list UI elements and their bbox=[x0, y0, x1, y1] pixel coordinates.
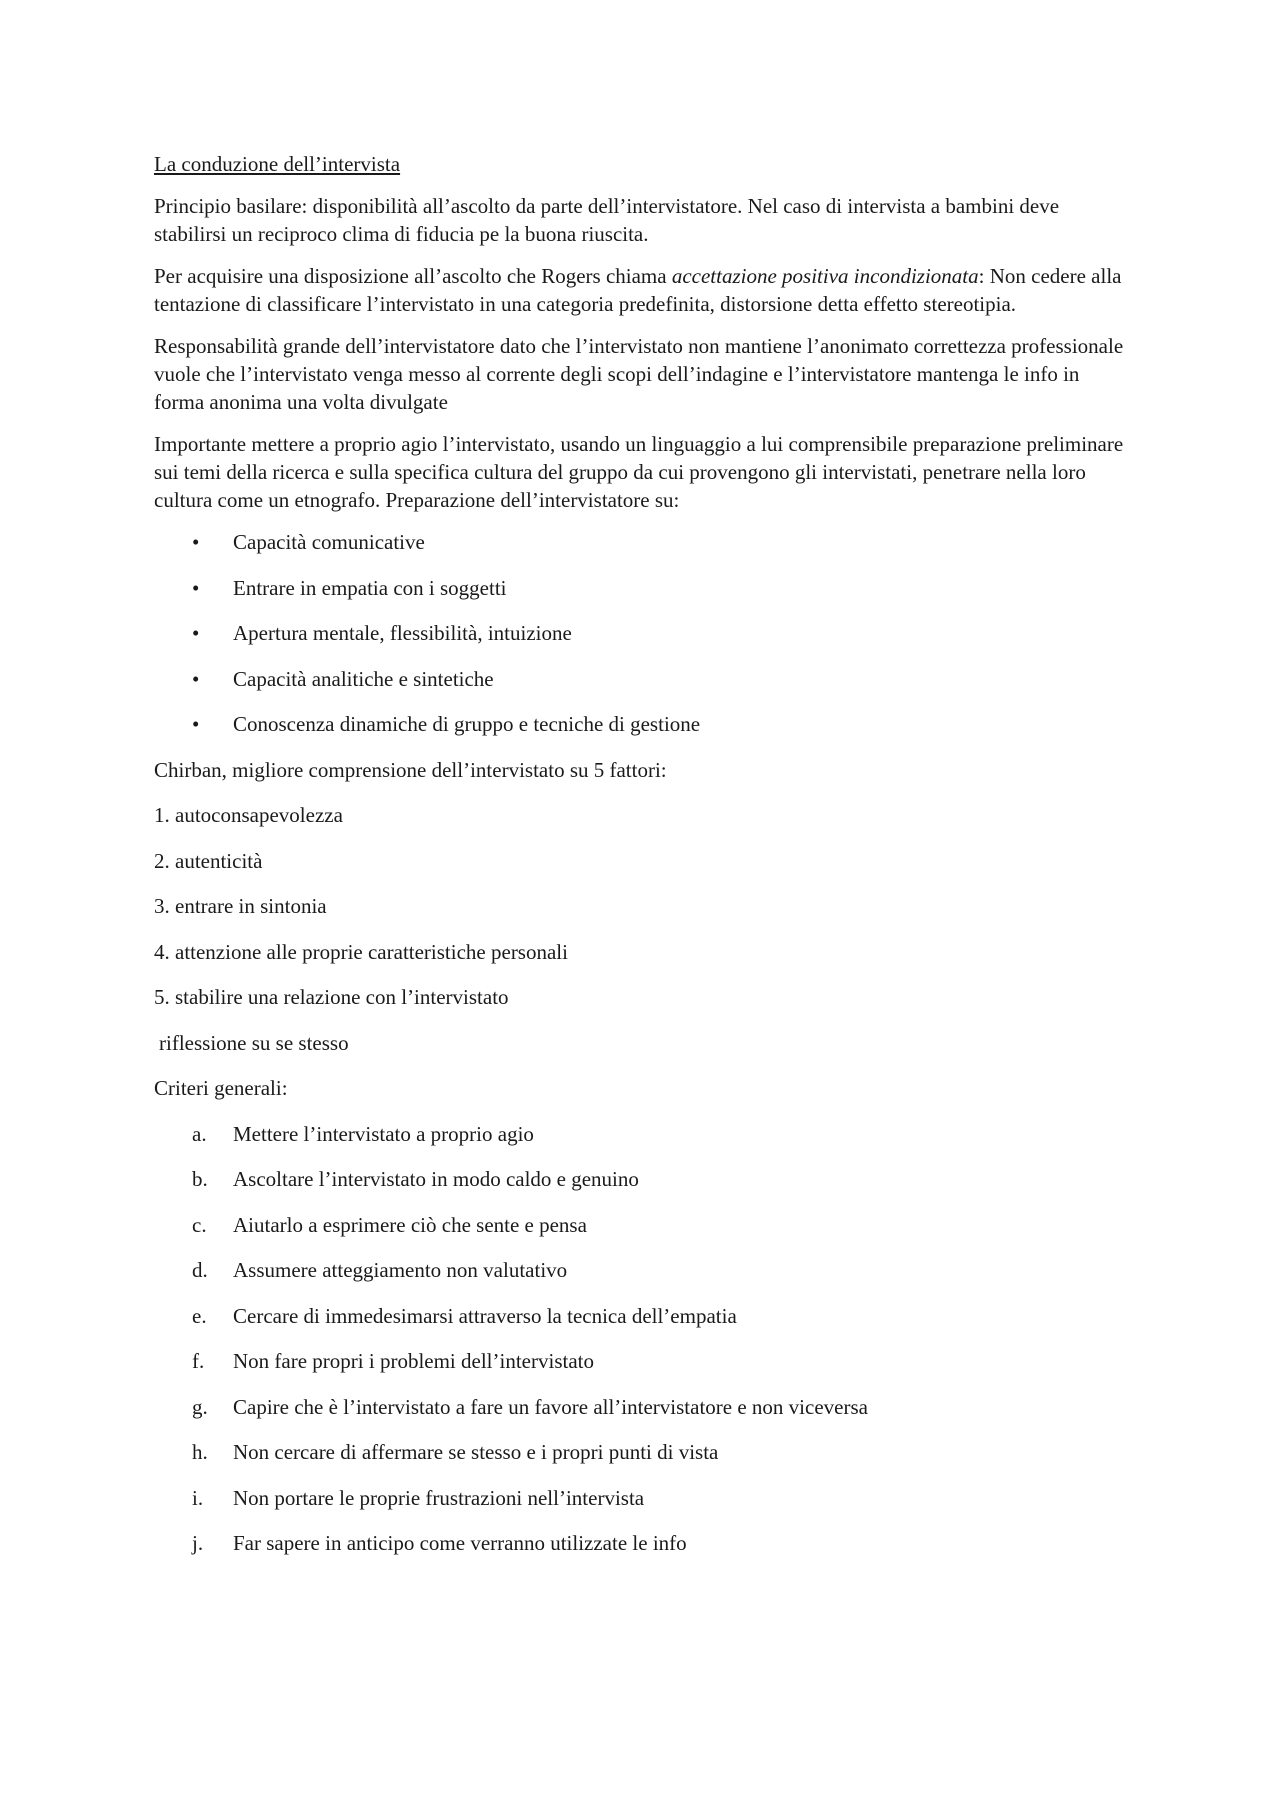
paragraph-rogers bbox=[154, 262, 1134, 318]
list-item bbox=[154, 1347, 1134, 1375]
list-item-text: Capire che è l’intervistato a fare un favore all’intervistatore e non viceversa bbox=[233, 1394, 868, 1419]
factor-item: 3. entrare in sintonia bbox=[154, 894, 327, 918]
list-marker: d. bbox=[192, 1258, 208, 1282]
bullet-marker: • bbox=[192, 712, 200, 736]
list-item bbox=[154, 574, 1134, 602]
criteria-list bbox=[154, 1120, 1134, 1558]
criteria-intro: Criteri generali: bbox=[154, 1076, 288, 1100]
list-item-text: Cercare di immedesimarsi attraverso la tecnica dell’empatia bbox=[233, 1303, 737, 1328]
list-marker: e. bbox=[192, 1303, 207, 1328]
list-item bbox=[154, 528, 1134, 556]
reflection-line: riflessione su se stesso bbox=[159, 1030, 349, 1055]
list-item-text: Far sapere in anticipo come verranno utilizzate le info bbox=[233, 1531, 687, 1555]
list-marker: f. bbox=[192, 1349, 205, 1373]
list-item bbox=[154, 710, 1134, 738]
list-item bbox=[154, 1484, 1134, 1512]
list-item-text: Apertura mentale, flessibilità, intuizione bbox=[233, 621, 572, 645]
chirban-intro: Chirban, migliore comprensione dell’intervistato su 5 fattori: bbox=[154, 757, 667, 782]
factor-item: 4. attenzione alle proprie caratteristiche personali bbox=[154, 939, 568, 964]
list-marker: h. bbox=[192, 1440, 208, 1464]
list-item bbox=[154, 1393, 1134, 1421]
list-marker: c. bbox=[192, 1212, 207, 1237]
list-item-text: Aiutarlo a esprimere ciò che sente e pensa bbox=[233, 1212, 587, 1237]
factor-item: 1. autoconsapevolezza bbox=[154, 803, 343, 827]
list-item bbox=[154, 665, 1134, 693]
paragraph-principle: Principio basilare: disponibilità all’ascolto da parte dell’intervistatore. Nel caso di intervista a bambini deve stabilirsi un reciproco clima di fiducia pe la buona riuscita. bbox=[154, 194, 1060, 246]
list-item bbox=[154, 1529, 1134, 1557]
document-page bbox=[154, 150, 1134, 1575]
skills-list bbox=[154, 528, 1134, 738]
list-item-text: Non cercare di affermare se stesso e i propri punti di vista bbox=[233, 1440, 719, 1464]
list-marker: g. bbox=[192, 1394, 208, 1419]
rogers-text-after: : Non cedere alla tentazione di classificare l’intervistato in una categoria predefinita, distorsione detta effetto stereotipia. bbox=[154, 264, 1122, 316]
list-item-text: Ascoltare l’intervistato in modo caldo e genuino bbox=[233, 1167, 639, 1191]
list-item bbox=[154, 1302, 1134, 1330]
list-item bbox=[154, 1256, 1134, 1284]
paragraph-responsibility: Responsabilità grande dell’intervistatore dato che l’intervistato non mantiene l’anonimato correttezza professionale vuole che l’intervistato venga messo al corrente degli scopi dell’indagine e l’intervistatore mantenga le info in forma anonima una volta divulgate bbox=[154, 334, 1124, 414]
bullet-marker: • bbox=[192, 575, 200, 600]
list-item bbox=[154, 1211, 1134, 1239]
document-title: La conduzione dell’intervista bbox=[154, 152, 401, 176]
list-item-text: Conoscenza dinamiche di gruppo e tecniche di gestione bbox=[233, 712, 701, 736]
list-item-text: Non fare propri i problemi dell’intervistato bbox=[233, 1349, 594, 1373]
list-item bbox=[154, 1438, 1134, 1466]
list-item bbox=[154, 1120, 1134, 1148]
list-marker: a. bbox=[192, 1121, 207, 1146]
list-item bbox=[154, 619, 1134, 647]
bullet-marker: • bbox=[192, 621, 200, 645]
list-item bbox=[154, 1165, 1134, 1193]
factor-item: 2. autenticità bbox=[154, 848, 263, 873]
factor-item: 5. stabilire una relazione con l’intervistato bbox=[154, 985, 509, 1009]
list-marker: j. bbox=[192, 1531, 204, 1555]
list-item-text: Mettere l’intervistato a proprio agio bbox=[233, 1121, 534, 1146]
list-marker: i. bbox=[192, 1485, 204, 1510]
bullet-marker: • bbox=[192, 530, 200, 554]
list-item-text: Assumere atteggiamento non valutativo bbox=[233, 1258, 568, 1282]
paragraph-preparation: Importante mettere a proprio agio l’intervistato, usando un linguaggio a lui comprensibile preparazione preliminare sui temi della ricerca e sulla specifica cultura del gruppo da cui provengono gli intervistati, penetrare nella loro cultura come un etnografo. Preparazione dell’intervistatore su: bbox=[154, 432, 1124, 512]
rogers-italic-term: accettazione positiva incondizionata bbox=[671, 264, 979, 288]
list-item-text: Capacità comunicative bbox=[233, 530, 425, 554]
bullet-marker: • bbox=[192, 666, 200, 691]
list-item-text: Entrare in empatia con i soggetti bbox=[233, 575, 507, 600]
list-marker: b. bbox=[192, 1167, 208, 1191]
list-item-text: Capacità analitiche e sintetiche bbox=[233, 666, 494, 691]
rogers-text-before: Per acquisire una disposizione all’ascolto che Rogers chiama bbox=[154, 264, 672, 288]
list-item-text: Non portare le proprie frustrazioni nell’intervista bbox=[233, 1485, 645, 1510]
